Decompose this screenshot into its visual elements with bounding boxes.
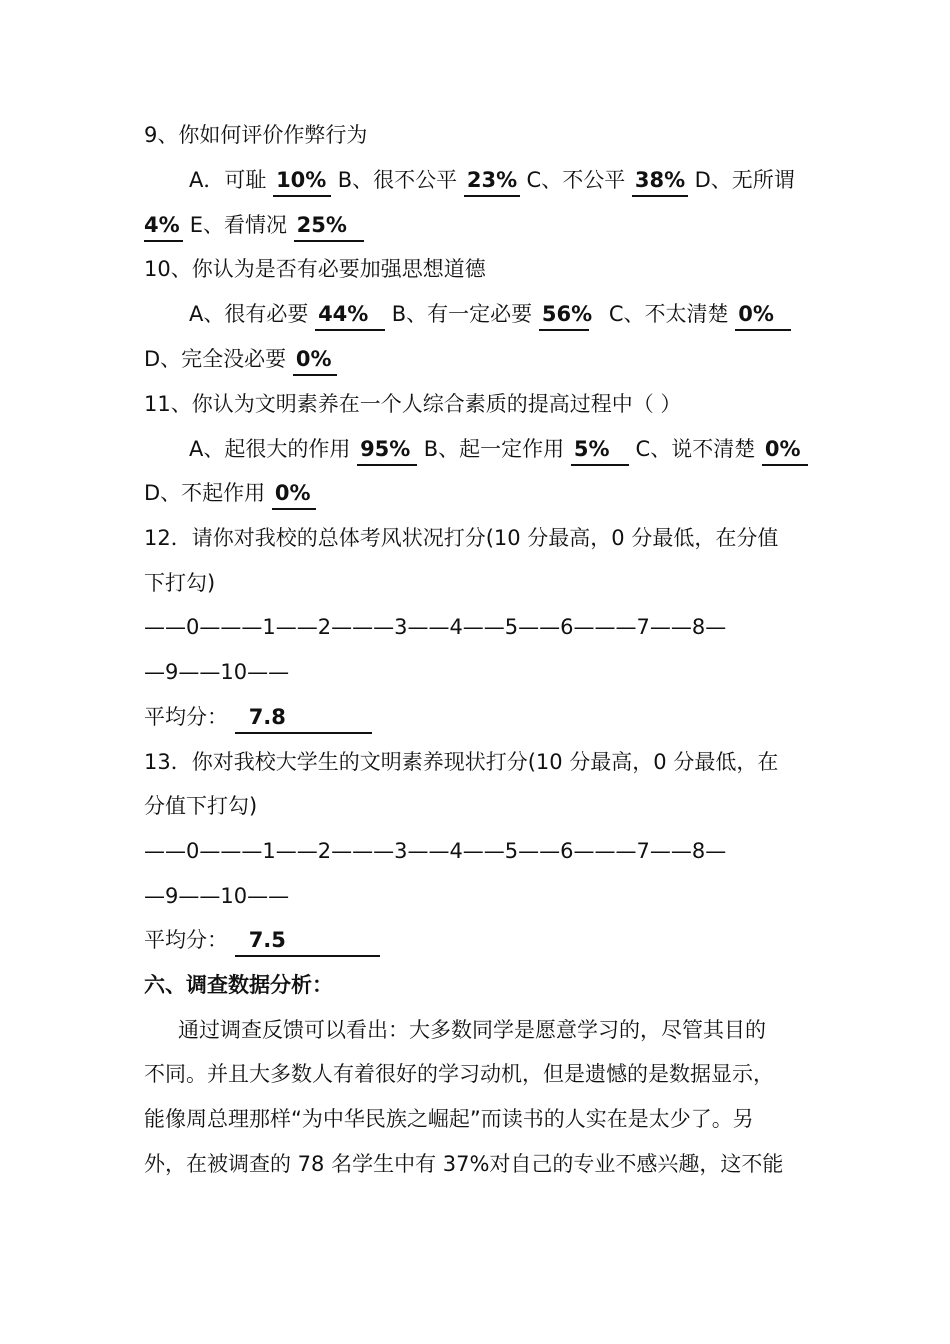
q10-options-row1 — [189, 301, 859, 331]
q10-options-row2 — [144, 346, 814, 376]
section6-paragraph-line: 通过调查反馈可以看出：大多数同学是愿意学习的，尽管其目的 — [178, 1018, 766, 1042]
q11-option-a: A、起很大的作用 — [189, 437, 351, 461]
q9-option-d: D、无所谓 — [694, 168, 795, 192]
q10-option-a: A、很有必要 — [189, 302, 309, 326]
q11-answer-d: 0% — [272, 478, 316, 510]
q13-average-value: 7.5 — [235, 925, 380, 957]
q12-average-value: 7.8 — [235, 702, 372, 734]
q11-option-c: C、说不清楚 — [635, 437, 756, 461]
section6-heading: 六、调查数据分析： — [144, 973, 333, 997]
q10-answer-d: 0% — [293, 344, 337, 376]
q12-average-row — [144, 704, 814, 734]
q13-average-label: 平均分： — [144, 928, 228, 952]
q11-answer-a: 95% — [357, 434, 417, 466]
q9-options-row1 — [189, 167, 859, 197]
q9-option-c: C、不公平 — [526, 168, 626, 192]
q9-option-e: E、看情况 — [189, 213, 287, 237]
q13-question-line2: 分值下打勾) — [144, 794, 258, 818]
q10-answer-c: 0% — [735, 299, 791, 331]
q13-question-line1: 13．你对我校大学生的文明素养现状打分(10 分最高，0 分最低，在 — [144, 750, 779, 774]
q9-answer-e: 25% — [294, 210, 364, 242]
q10-option-d: D、完全没必要 — [144, 347, 287, 371]
q9-answer-b: 23% — [464, 165, 520, 197]
q13-average-row — [144, 927, 814, 957]
section6-paragraph-line: 外，在被调查的 78 名学生中有 37%对自己的专业不感兴趣，这不能 — [144, 1152, 784, 1176]
section6-paragraph-line: 不同。并且大多数人有着很好的学习动机，但是遗憾的是数据显示， — [144, 1062, 774, 1086]
q11-options-row2 — [144, 480, 814, 510]
q13-scale-line1: ——0———1——2———3——4——5——6———7——8— — [144, 839, 727, 863]
q11-answer-b: 5% — [571, 434, 629, 466]
q11-option-b: B、起一定作用 — [423, 437, 565, 461]
q12-scale-line2: —9——10—— — [144, 660, 290, 684]
q12-question-line1: 12．请你对我校的总体考风状况打分(10 分最高，0 分最低，在分值 — [144, 526, 779, 550]
q11-answer-c: 0% — [762, 434, 808, 466]
q9-option-a: A．可耻 — [189, 168, 267, 192]
q11-question: 11、你认为文明素养在一个人综合素质的提高过程中（ ） — [144, 392, 682, 416]
q10-answer-a: 44% — [315, 299, 385, 331]
q12-scale-line1: ——0———1——2———3——4——5——6———7——8— — [144, 615, 727, 639]
section6-paragraph-line: 能像周总理那样“为中华民族之崛起”而读书的人实在是太少了。另 — [144, 1107, 754, 1131]
q9-question: 9、你如何评价作弊行为 — [144, 123, 368, 147]
q9-option-b: B、很不公平 — [337, 168, 458, 192]
q10-answer-b: 56% — [539, 299, 589, 331]
q12-average-label: 平均分： — [144, 705, 228, 729]
q11-options-row1 — [189, 436, 859, 466]
q10-question: 10、你认为是否有必要加强思想道德 — [144, 257, 486, 281]
q9-options-row2 — [144, 212, 814, 242]
q12-question-line2: 下打勾) — [144, 571, 216, 595]
q11-option-d: D、不起作用 — [144, 481, 266, 505]
q9-answer-a: 10% — [273, 165, 331, 197]
q9-answer-d: 4% — [144, 210, 183, 242]
q10-option-c: C、不太清楚 — [608, 302, 729, 326]
q13-scale-line2: —9——10—— — [144, 884, 290, 908]
q9-answer-c: 38% — [632, 165, 688, 197]
q10-option-b: B、有一定必要 — [391, 302, 533, 326]
